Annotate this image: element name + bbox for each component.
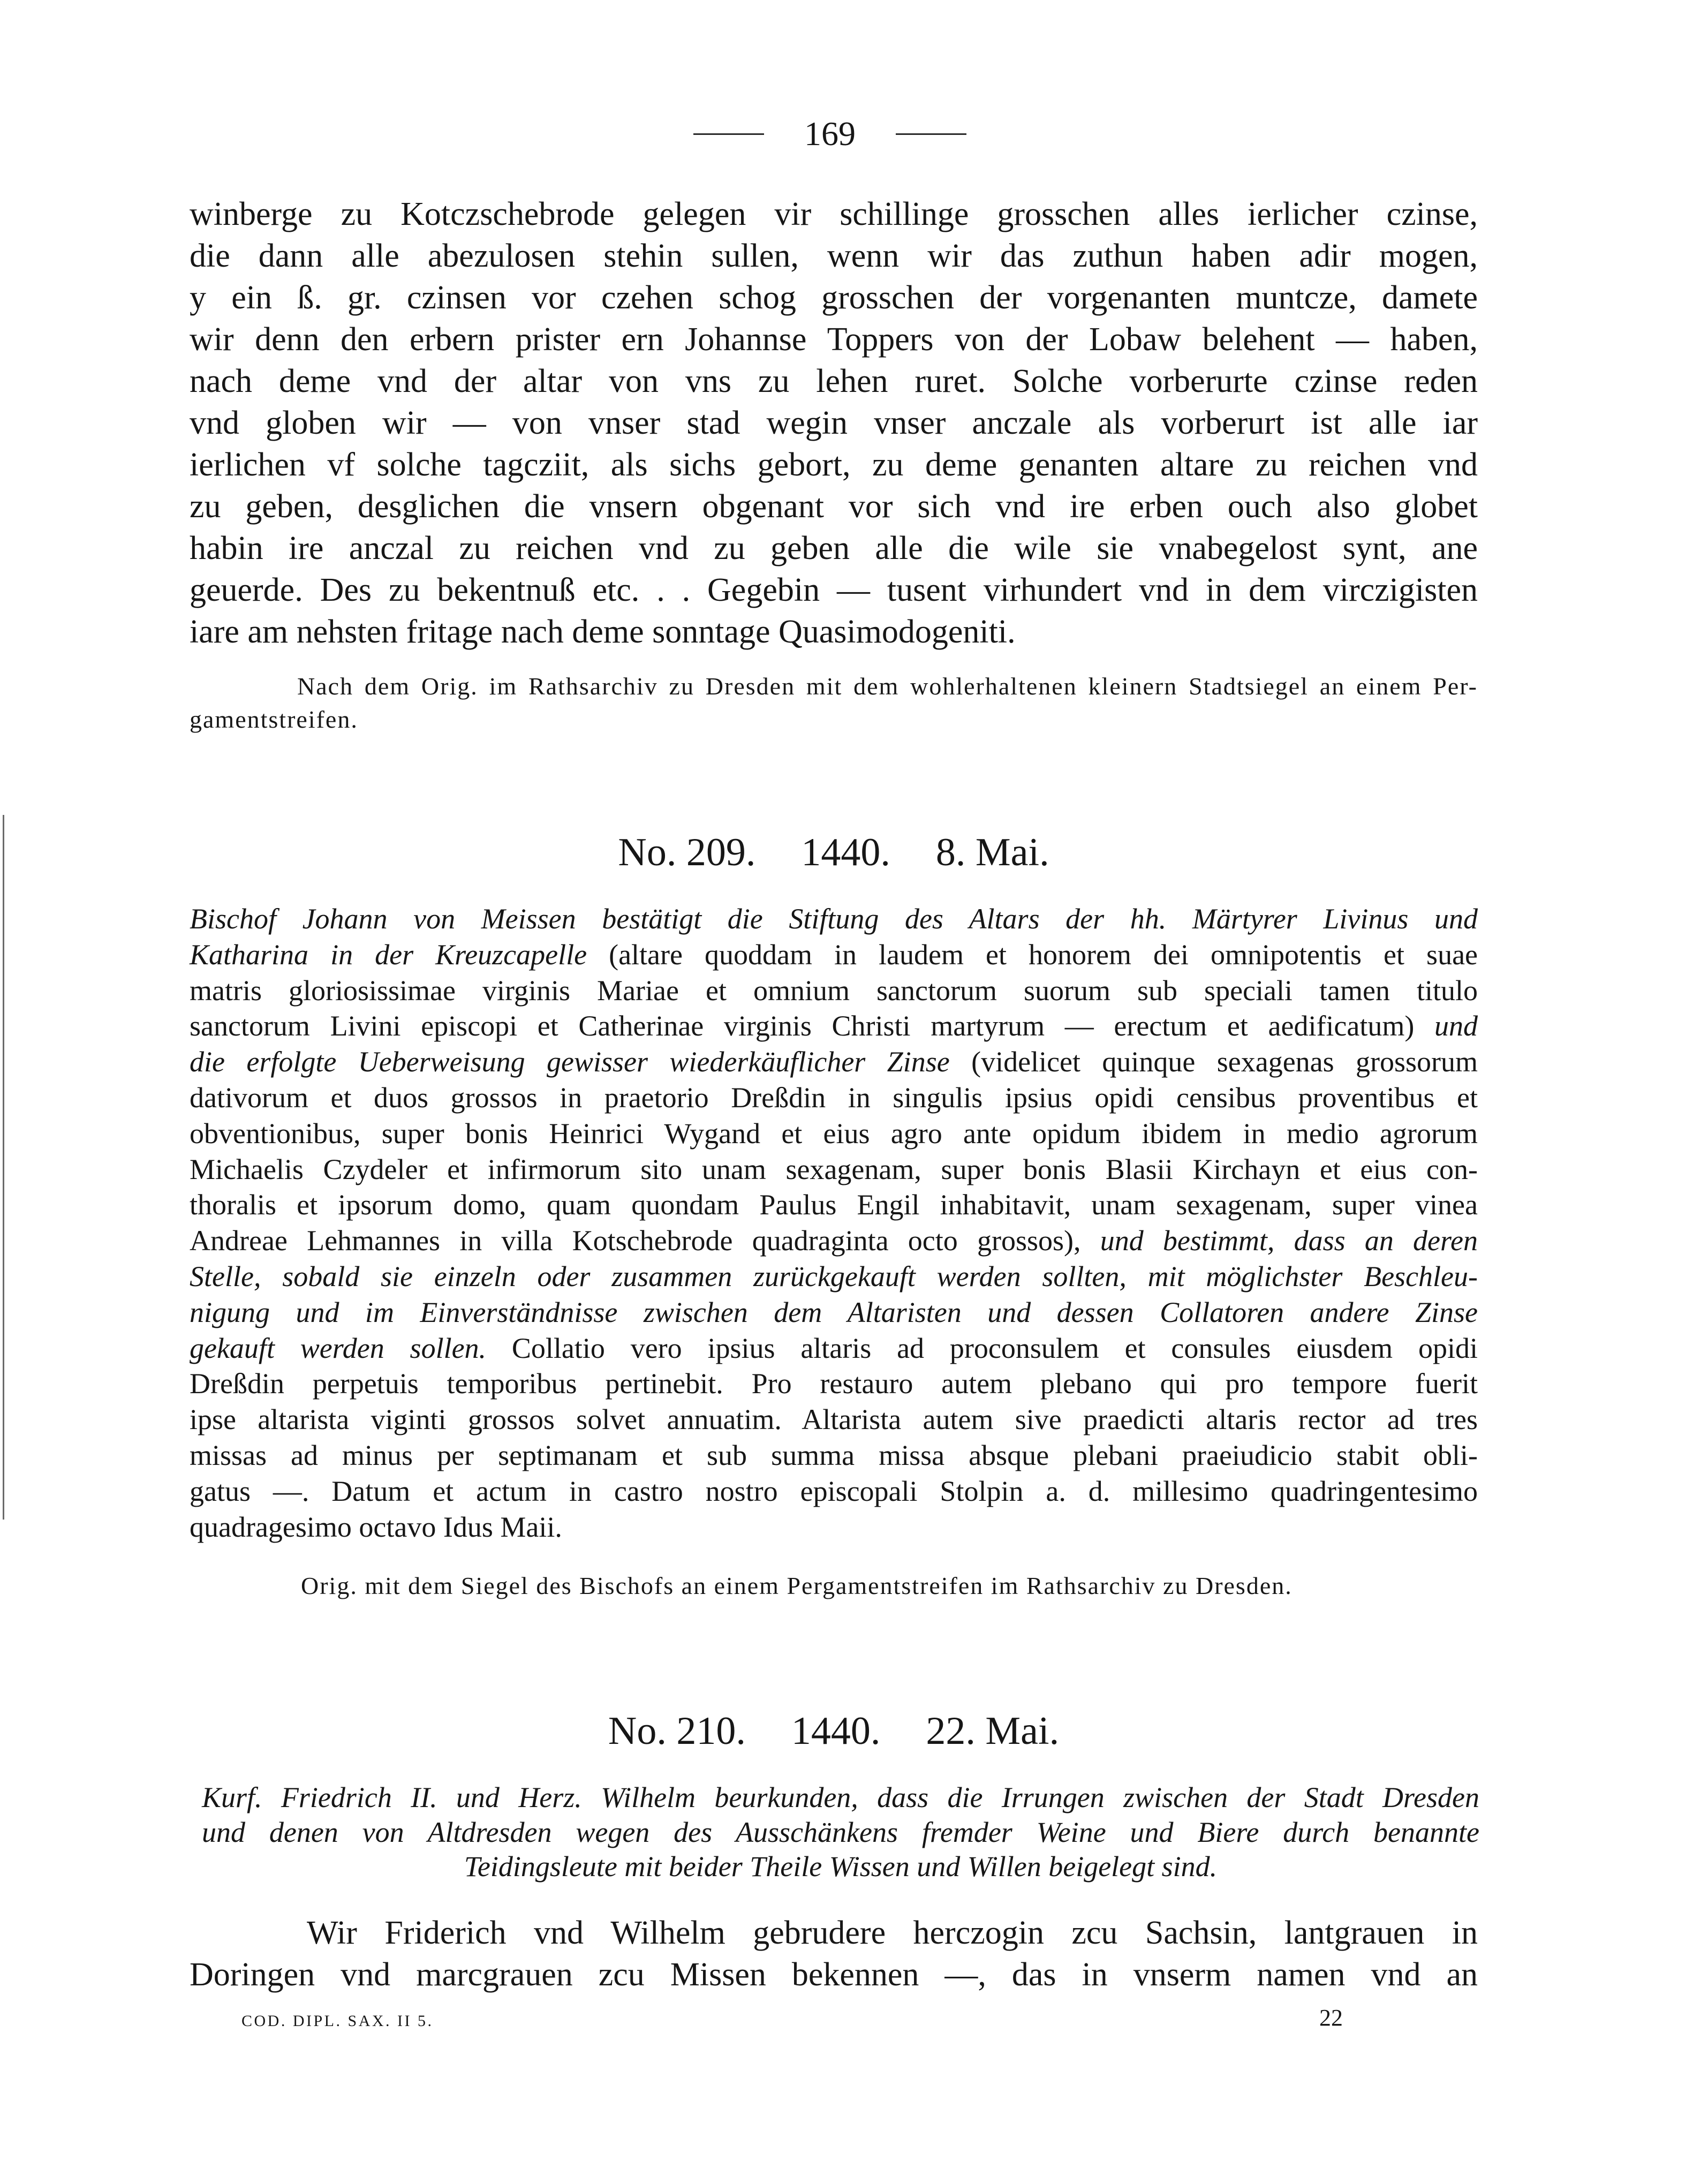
summary-line [190, 1223, 1478, 1259]
summary-line: Kurf. Friedrich II. und Herz. Wilhelm beurkunden, dass die Irrungen zwischen der Stadt Dresden [202, 1781, 1479, 1813]
text-line: geuerde. Des zu bekentnuß etc. . . Gegebin — tusent virhundert vnd in dem virczigisten [190, 572, 1478, 608]
document-number: No. 210. [608, 1709, 746, 1753]
summary-german-text: und bestimmt, dass an deren [1100, 1225, 1478, 1257]
summary-line [190, 901, 1478, 937]
document-summary [190, 901, 1478, 1545]
summary-line [190, 1044, 1478, 1080]
note-line: Nach dem Orig. im Rathsarchiv zu Dresden mit dem wohlerhaltenen kleinern Stadtsiegel an einem Per- [297, 672, 1478, 700]
summary-latin-text: Michaelis Czydeler et infirmorum sito unam sexagenam, super bonis Blasii Kirchayn et eius con- [190, 1153, 1478, 1185]
text-line: vnd globen wir — von vnser stad wegin vnser anczale als vorberurt ist alle iar [190, 405, 1478, 441]
signature-mark: COD. DIPL. SAX. II 5. [241, 2012, 434, 2030]
document-heading [190, 1707, 1478, 1755]
summary-line [190, 1152, 1478, 1188]
summary-german-text: gekauft werden sollen. [190, 1332, 487, 1364]
summary-latin-text: (altare quoddam in laudem et honorem dei omnipotentis et suae [609, 938, 1478, 971]
summary-line [190, 1187, 1478, 1223]
summary-line [190, 1008, 1478, 1044]
summary-latin-text: sanctorum Livini episcopi et Catherinae virginis Christi martyrum — erectum et aedificatum) [190, 1010, 1415, 1042]
text-line: ierlichen vf solche tagcziit, als sichs gebort, zu deme genanten altare zu reichen vnd [190, 447, 1478, 483]
summary-line [190, 1080, 1478, 1116]
document-date: 8. Mai. [935, 830, 1049, 874]
summary-german-text: die erfolgte Ueberweisung gewisser wiederkäuflicher Zinse [190, 1046, 950, 1078]
document-date: 22. Mai. [926, 1709, 1060, 1753]
summary-latin-text: Collatio vero ipsius altaris ad proconsulem et consules eiusdem opidi [511, 1332, 1478, 1364]
summary-line [190, 1331, 1478, 1366]
summary-line: und denen von Altdresden wegen des Ausschänkens fremder Weine und Biere durch benannte [202, 1816, 1479, 1848]
summary-line [190, 937, 1478, 973]
document-number: No. 209. [618, 830, 756, 874]
summary-german-text: Katharina in der Kreuzcapelle [190, 938, 587, 971]
summary-line [190, 1366, 1478, 1402]
summary-line [190, 1438, 1478, 1473]
text-line: y ein ß. gr. czinsen vor czehen schog grosschen der vorgenanten muntcze, damete [190, 279, 1478, 316]
summary-latin-text: dativorum et duos grossos in praetorio Dreßdin in singulis ipsius opidi censibus proventibus et [190, 1081, 1478, 1114]
source-note: Orig. mit dem Siegel des Bischofs an einem Pergamentstreifen im Rathsarchiv zu Dresden. [301, 1572, 1293, 1599]
text-line: winberge zu Kotczschebrode gelegen vir schillinge grosschen alles ierlicher czinse, [190, 196, 1478, 232]
summary-line [190, 1259, 1478, 1295]
text-line: habin ire anczal zu reichen vnd zu geben alle die wile sie vnabegelost synt, ane [190, 530, 1478, 566]
text-line: Doringen vnd marcgrauen zcu Missen bekennen —, das in vnserm namen vnd an [190, 1956, 1478, 1993]
text-line: die dann alle abezulosen stehin sullen, wenn wir das zuthun haben adir mogen, [190, 238, 1478, 274]
summary-german-text: Bischof Johann von Meissen bestätigt die Stiftung des Altars der hh. Märtyrer Livinus und [190, 903, 1478, 935]
text-line: wir denn den erbern prister ern Johannse Toppers von der Lobaw belehent — haben, [190, 321, 1478, 358]
text-line: iare am nehsten fritage nach deme sonntage Quasimodogeniti. [190, 614, 1016, 650]
summary-latin-text: matris gloriosissimae virginis Mariae et omnium sanctorum suorum sub speciali tamen titulo [190, 974, 1478, 1007]
summary-line [190, 1116, 1478, 1152]
document-summary [202, 1780, 1479, 1884]
summary-latin-text: ipse altarista viginti grossos solvet annuatim. Altarista autem sive praedicti altaris rector ad tres [190, 1403, 1478, 1436]
document-heading [190, 828, 1478, 876]
summary-latin-text: thoralis et ipsorum domo, quam quondam Paulus Engil inhabitavit, unam sexagenam, super vinea [190, 1189, 1478, 1221]
summary-line [190, 1402, 1478, 1438]
summary-german-text: Stelle, sobald sie einzeln oder zusammen zurückgekauft werden sollten, mit möglichster Beschleu- [190, 1260, 1478, 1293]
page-number: 169 [804, 115, 856, 153]
document-year: 1440. [801, 830, 890, 874]
document-year: 1440. [791, 1709, 881, 1753]
summary-line: Teidingsleute mit beider Theile Wissen und Willen beigelegt sind. [464, 1850, 1218, 1883]
page-number-dash-right [896, 133, 966, 135]
note-line: gamentstreifen. [190, 706, 358, 733]
charter-text [190, 1912, 1478, 1996]
summary-line [190, 1509, 1478, 1545]
summary-line [190, 1295, 1478, 1331]
summary-german-text: nigung und im Einverständnisse zwischen dem Altaristen und dessen Collatoren andere Zinse [190, 1296, 1478, 1328]
text-line: Wir Friderich vnd Wilhelm gebrudere herczogin zcu Sachsin, lantgrauen in [307, 1915, 1478, 1951]
summary-latin-text: Andreae Lehmannes in villa Kotschebrode quadraginta octo grossos), [190, 1225, 1081, 1257]
summary-line [190, 973, 1478, 1009]
scan-edge-line [3, 815, 4, 1520]
page-number-header [693, 115, 966, 153]
summary-latin-text: missas ad minus per septimanam et sub summa missa absque plebani praeiudicio stabit obli- [190, 1439, 1478, 1471]
summary-latin-text: obventionibus, super bonis Heinrici Wygand et eius agro ante opidum ibidem in medio agrorum [190, 1117, 1478, 1150]
text-line: nach deme vnd der altar von vns zu lehen ruret. Solche vorberurte czinse reden [190, 363, 1478, 399]
sheet-number: 22 [1319, 2005, 1343, 2031]
summary-german-text: und [1434, 1010, 1478, 1042]
charter-continuation-text [190, 193, 1478, 653]
summary-latin-text: quadragesimo octavo Idus Maii. [190, 1510, 562, 1543]
summary-line [190, 1473, 1478, 1509]
summary-latin-text: Dreßdin perpetuis temporibus pertinebit. Pro restauro autem plebano qui pro tempore fuerit [190, 1367, 1478, 1400]
page-number-dash-left [693, 133, 764, 135]
source-note [190, 670, 1478, 736]
summary-latin-text: (videlicet quinque sexagenas grossorum [971, 1046, 1478, 1078]
text-line: zu geben, desglichen die vnsern obgenant vor sich vnd ire erben ouch also globet [190, 488, 1478, 525]
summary-latin-text: gatus —. Datum et actum in castro nostro episcopali Stolpin a. d. millesimo quadringentesimo [190, 1475, 1478, 1507]
